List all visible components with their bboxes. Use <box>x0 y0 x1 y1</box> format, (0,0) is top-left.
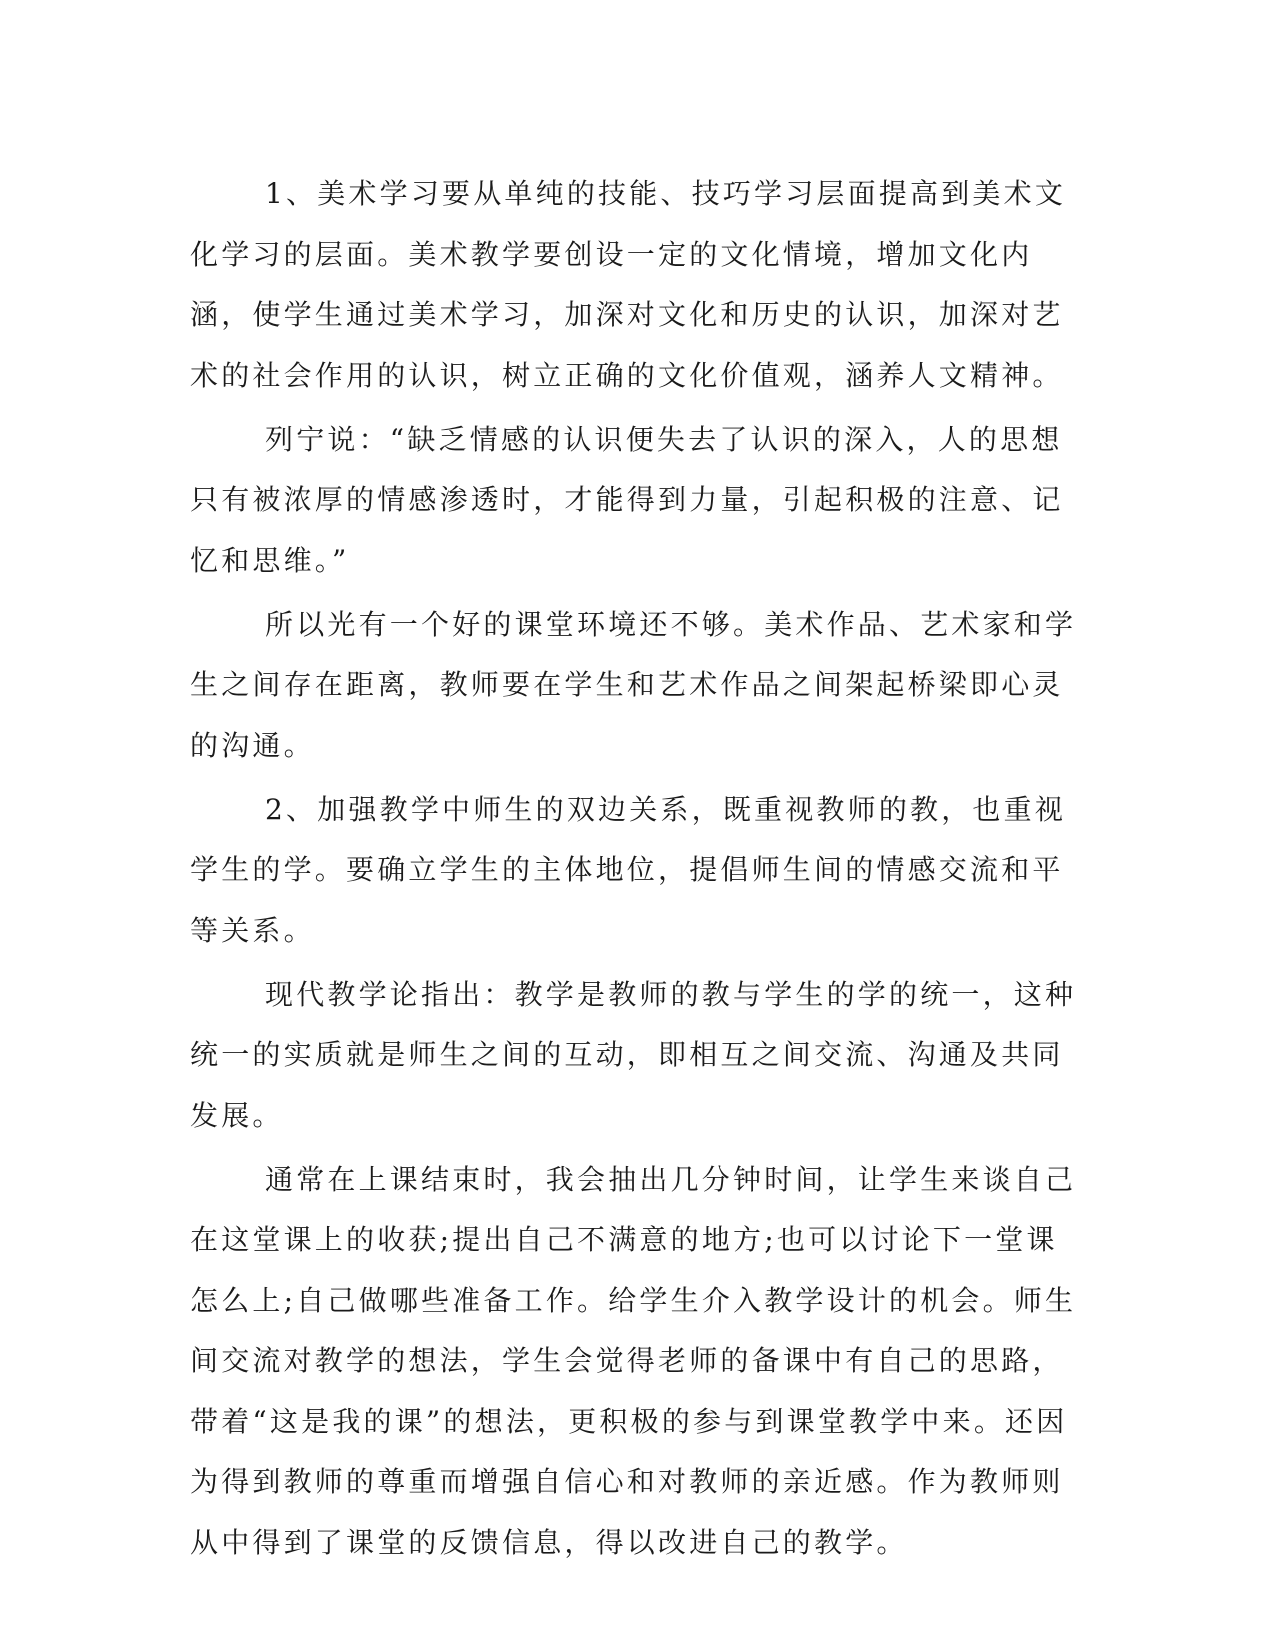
paragraph-modern-teaching-theory: 现代教学论指出：教学是教师的教与学生的学的统一，这种统一的实质就是师生之间的互动，即相互之间交流、沟通及共同发展。 <box>190 977 1077 1132</box>
paragraph-teacher-student-relationship: 2、加强教学中师生的双边关系，既重视教师的教，也重视学生的学。要确立学生的主体地位，提倡师生间的情感交流和平等关系。 <box>190 792 1067 947</box>
paragraph-lenin-quote: 列宁说：“缺乏情感的认识便失去了认识的深入，人的思想只有被浓厚的情感渗透时，才能得到力量，引起积极的注意、记忆和思维。” <box>190 422 1064 577</box>
paragraph-class-feedback: 通常在上课结束时，我会抽出几分钟时间，让学生来谈自己在这堂课上的收获;提出自己不满意的地方;也可以讨论下一堂课怎么上;自己做哪些准备工作。给学生介入教学设计的机会。师生间交流对教学的想法，学生会觉得老师的备课中有自己的思路，带着“这是我的课”的想法，更积极的参与到课堂教学中来。还因为得到教师的尊重而增强自信心和对教师的亲近感。作为教师则从中得到了课堂的反馈信息，得以改进自己的教学。 <box>190 1162 1077 1559</box>
paragraph-art-culture-learning: 1、美术学习要从单纯的技能、技巧学习层面提高到美术文化学习的层面。美术教学要创设一定的文化情境，增加文化内涵，使学生通过美术学习，加深对文化和历史的认识，加深对艺术的社会作用的认识，树立正确的文化价值观，涵养人文精神。 <box>190 177 1067 392</box>
document-body <box>190 164 1080 1577</box>
paragraph-classroom-environment: 所以光有一个好的课堂环境还不够。美术作品、艺术家和学生之间存在距离，教师要在学生和艺术作品之间架起桥梁即心灵的沟通。 <box>190 607 1077 762</box>
